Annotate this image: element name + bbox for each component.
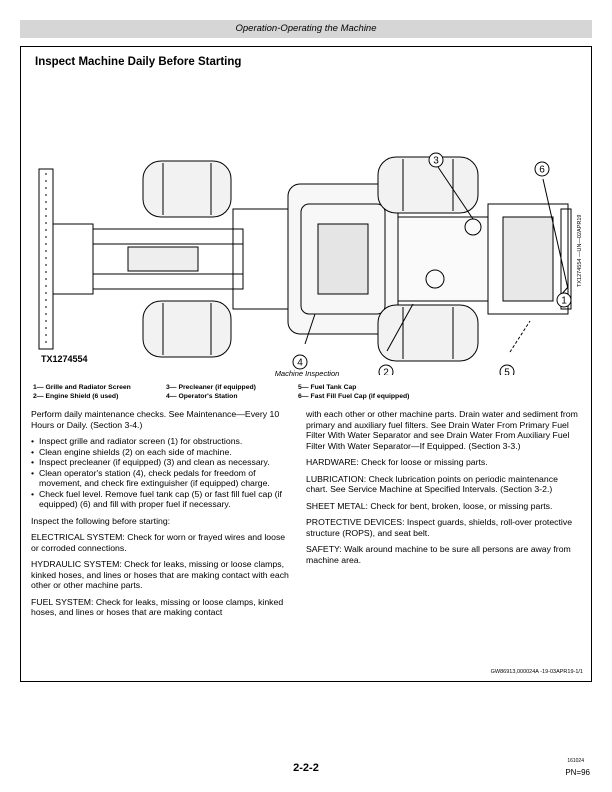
figure-caption: Machine Inspection — [274, 369, 340, 378]
legend-item: 1— Grille and Radiator Screen — [33, 384, 131, 391]
content-frame — [20, 46, 592, 682]
page-pn: PN=96 — [565, 768, 590, 777]
svg-text:6: 6 — [539, 164, 545, 176]
legend-item: 5— Fuel Tank Cap — [298, 384, 357, 391]
section-title: Inspect Machine Daily Before Starting — [35, 56, 242, 68]
legend-item: 3— Precleaner (if equipped) — [166, 384, 256, 391]
page-date-code: 161024 — [567, 758, 584, 764]
page-number: 2-2-2 — [293, 762, 319, 774]
engine-hood — [398, 217, 493, 301]
left-column — [31, 409, 293, 624]
figure-id: TX1274554 — [41, 354, 88, 364]
machine-inspection-figure — [33, 99, 581, 375]
svg-text:2: 2 — [383, 367, 389, 375]
legend-item: 2— Engine Shield (6 used) — [33, 393, 119, 400]
list-item: • Clean engine shields (2) on each side of machine. — [31, 447, 293, 458]
list-item: • Inspect grille and radiator screen (1) for obstructions. — [31, 436, 293, 447]
svg-text:5: 5 — [504, 367, 510, 375]
check-list — [31, 436, 293, 510]
hydraulic-system-text: HYDRAULIC SYSTEM: Check for leaks, missing or loose clamps, kinked hoses, and lines or hoses that are making contact with each other or other machine parts. — [31, 559, 289, 590]
protective-devices-text: PROTECTIVE DEVICES: Inspect guards, shields, roll-over protective structure (ROPS), and seat belt. — [306, 517, 573, 538]
inspect-following-text: Inspect the following before starting: — [31, 515, 171, 526]
right-column — [306, 409, 581, 571]
rear-tire-right — [378, 305, 478, 361]
hardware-text: HARDWARE: Check for loose or missing parts. — [306, 457, 488, 467]
front-tire-right — [143, 301, 231, 357]
electrical-system-text: ELECTRICAL SYSTEM: Check for worn or frayed wires and loose or corroded connections. — [31, 532, 286, 553]
svg-text:1: 1 — [561, 295, 567, 307]
list-item: • Clean operator's station (4), check pedals for freedom of movement, and check fire extinguisher (if equipped) charge. — [31, 468, 293, 489]
intro-text: Perform daily maintenance checks. See Maintenance—Every 10 Hours or Daily. (Section 3-4.) — [31, 409, 280, 430]
page-header: Operation-Operating the Machine — [20, 20, 592, 38]
figure-side-code: TX1274554 —UN—02APR19 — [577, 214, 583, 287]
front-tire-left — [143, 161, 231, 217]
fuel-system-continued-text: with each other or other machine parts. Drain water and sediment from primary and auxiliary fuel filters. See Drain Water From Primary Fuel Filter With Water Separator and see Drain Water From Auxiliary Fuel Filter With Water Separator—If Equipped. (Section 3-3.) — [306, 409, 578, 451]
svg-text:3: 3 — [433, 155, 439, 167]
sheet-metal-text: SHEET METAL: Check for bent, broken, loose, or missing parts. — [306, 500, 553, 511]
lubrication-text: LUBRICATION: Check lubrication points on periodic maintenance chart. See Service Machine at Specified Intervals. (Section 3-2.) — [306, 473, 558, 494]
safety-text: SAFETY: Walk around machine to be sure all persons are away from machine area. — [306, 544, 571, 565]
svg-text:4: 4 — [297, 357, 303, 369]
list-item: • Inspect precleaner (if equipped) (3) and clean as necessary. — [31, 457, 293, 468]
list-item: • Check fuel level. Remove fuel tank cap (5) or fast fill fuel cap (if equipped) (6) and fill with proper fuel if necessary. — [31, 489, 293, 510]
reference-code: GW86913,000024A -19-03APR19-1/1 — [490, 669, 583, 675]
fuel-system-text: FUEL SYSTEM: Check for leaks, missing or loose clamps, kinked hoses, and lines or hoses that are making contact — [31, 596, 284, 617]
legend-item: 6— Fast Fill Fuel Cap (if equipped) — [298, 393, 410, 400]
legend-item: 4— Operator's Station — [166, 393, 238, 400]
